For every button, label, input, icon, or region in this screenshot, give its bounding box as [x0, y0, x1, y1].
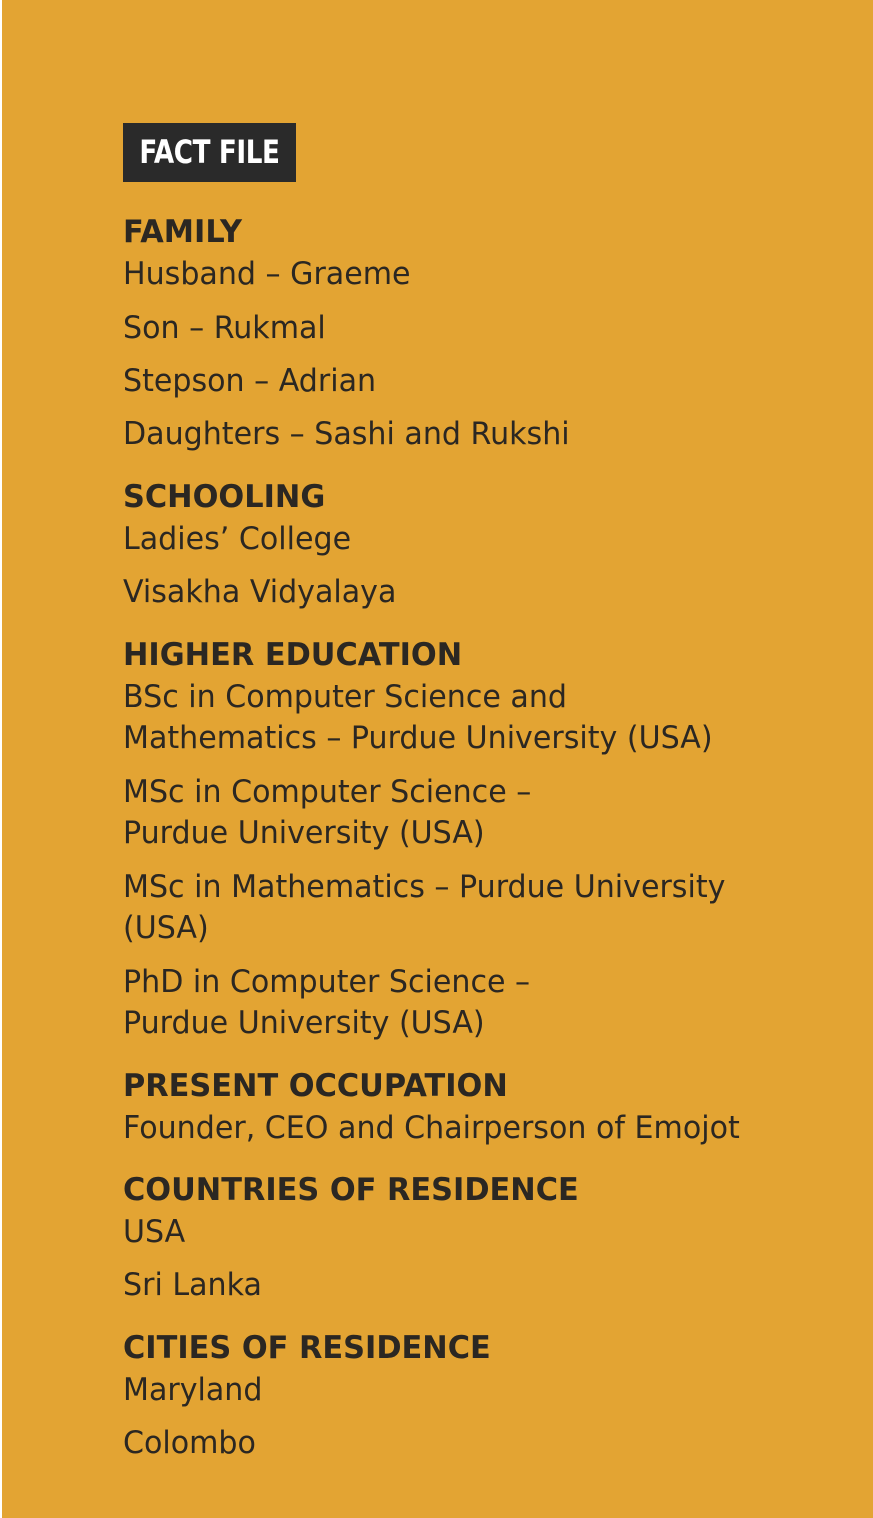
section-heading-cities-of-residence: CITIES OF RESIDENCE	[123, 1330, 491, 1366]
higher-education-item: PhD in Computer Science –	[123, 964, 531, 1000]
higher-education-item: (USA)	[123, 910, 209, 946]
fact-file-title: FACT FILE	[139, 133, 280, 171]
higher-education-item: BSc in Computer Science and	[123, 679, 568, 715]
section-heading-countries-of-residence: COUNTRIES OF RESIDENCE	[123, 1172, 579, 1208]
countries-of-residence-item: Sri Lanka	[123, 1267, 262, 1303]
higher-education-item: Purdue University (USA)	[123, 1005, 485, 1041]
section-heading-schooling: SCHOOLING	[123, 479, 326, 515]
schooling-item: Visakha Vidyalaya	[123, 574, 397, 610]
higher-education-item: MSc in Computer Science –	[123, 774, 532, 810]
higher-education-item: MSc in Mathematics – Purdue University	[123, 869, 726, 905]
section-heading-present-occupation: PRESENT OCCUPATION	[123, 1068, 508, 1104]
family-item: Husband – Graeme	[123, 256, 411, 292]
family-item: Daughters – Sashi and Rukshi	[123, 416, 570, 452]
section-heading-higher-education: HIGHER EDUCATION	[123, 637, 463, 673]
fact-file-badge	[123, 123, 296, 182]
section-heading-family: FAMILY	[123, 214, 242, 250]
present-occupation-item: Founder, CEO and Chairperson of Emojot	[123, 1110, 740, 1146]
cities-of-residence-item: Maryland	[123, 1372, 263, 1408]
family-item: Son – Rukmal	[123, 310, 326, 346]
higher-education-item: Mathematics – Purdue University (USA)	[123, 720, 713, 756]
countries-of-residence-item: USA	[123, 1214, 186, 1250]
cities-of-residence-item: Colombo	[123, 1425, 256, 1461]
higher-education-item: Purdue University (USA)	[123, 815, 485, 851]
family-item: Stepson – Adrian	[123, 363, 377, 399]
schooling-item: Ladies’ College	[123, 521, 352, 557]
